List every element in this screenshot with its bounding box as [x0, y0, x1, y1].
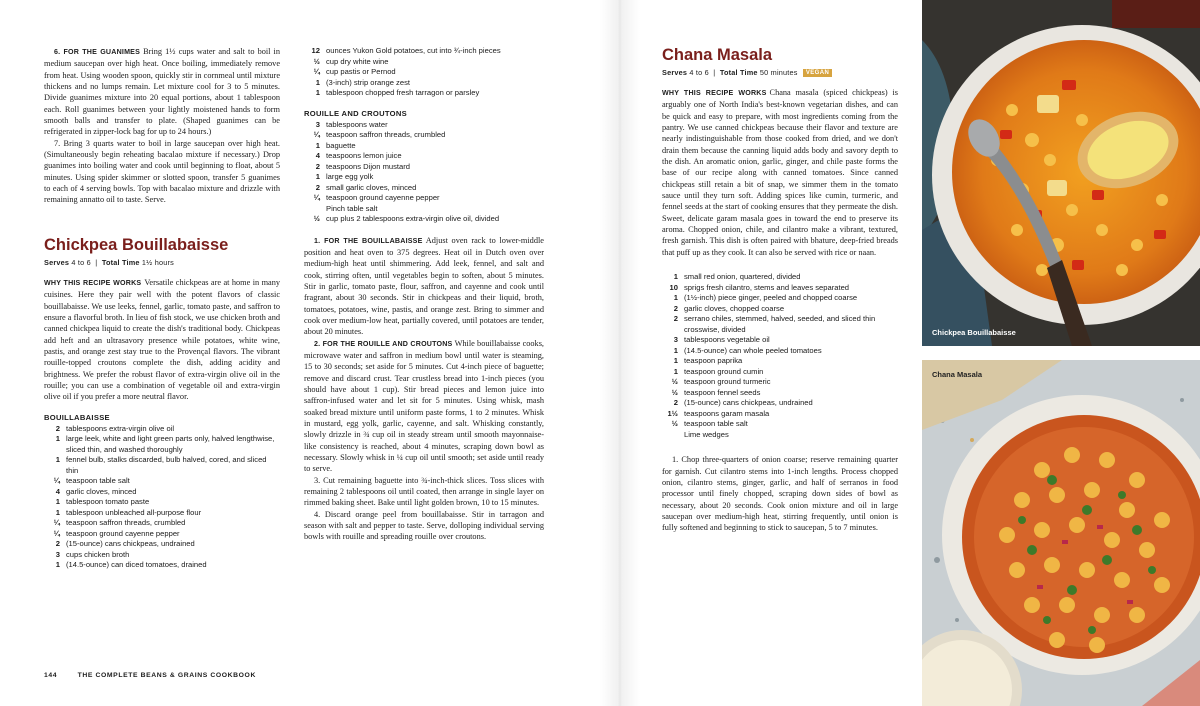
bouillabaisse-steps: [304, 235, 544, 543]
ingredient-item: ½ cup plus 2 tablespoons extra-virgin olive oil, divided: [313, 214, 500, 223]
photo-caption-bouillabaisse: Chickpea Bouillabaisse: [932, 328, 1016, 337]
ingredient-item: 2 teaspoons Dijon mustard: [315, 161, 410, 171]
ingredient-item: 3 cups chicken broth: [55, 549, 130, 559]
ingredient-item: ½ teaspoon fennel seeds: [671, 387, 761, 397]
ingredient-item: 1 large egg yolk: [315, 172, 374, 181]
ingredient-item: ½ cup dry white wine: [313, 56, 389, 66]
ingredient-item: 2 (15-ounce) cans chickpeas, undrained: [673, 398, 813, 408]
ingredient-item: ¼ cup pastis or Pernod: [313, 67, 396, 76]
ingredient-item: ¼ teaspoon ground cayenne pepper: [313, 193, 440, 202]
ingredient-item: 2 tablespoons extra-virgin olive oil: [55, 423, 175, 433]
why-this-recipe-works-bouillabaisse: WHY THIS RECIPE WORKS Versatile chickpeas are at home in many cuisines. Here they pair well with the potent flavors of classic bouillabaisse. We use leeks, fennel, garlic, tomato paste, and saffron to ensure a flavorful broth. In lieu of fish stock, we use chicken broth and canned chickpea liquid to create the dish's traditional body. Chickpeas add heft and an ultrasavory presence while potatoes, white wine, pastis, and orange zest stay true to the Provençal flavors. The vibrant rouille-topped croutons complete the dish, adding acidity and brightness. We prefer the robust flavor of extra-virgin olive oil in the rouille; you can use a combination of vegetable oil and extra-virgin olive oil if you prefer a more neutral flavor.: [44, 277, 280, 402]
ingredient-item: 12 ounces Yukon Gold potatoes, cut into ¾-inch pieces: [311, 46, 501, 55]
guanimes-step-7: 7. Bring 3 quarts water to boil in large saucepan over high heat. (Simultaneously begin reheating bacalao mixture if necessary.) Drop guanimes into boiling water and cook until beginning to float, about 5 minutes. Using spider skimmer or slotted spoon, transfer 5 guanimes to each of 4 serving bowls. Top with bacalao mixture and drizzle with remaining annatto oil to taste. Serve.: [44, 138, 280, 205]
ingredient-item: 1 large leek, white and light green parts only, halved lengthwise, sliced thin, and washed thoroughly: [55, 434, 275, 454]
ingredient-item: 1½ teaspoons garam masala: [667, 408, 770, 418]
ingredient-item: 1 fennel bulb, stalks discarded, bulb halved, cored, and sliced thin: [55, 455, 267, 475]
recipe-title-chana-masala: Chana Masala: [662, 46, 773, 64]
chana-masala-steps: [662, 454, 898, 533]
bouillabaisse-step-4: 4. Discard orange peel from bouillabaisse. Stir in tarragon and season with salt and pepper to taste. Serve, dolloping individual serving bowls with rouille and spreading rouille over croutons.: [304, 509, 544, 542]
ingredient-item: 10 sprigs fresh cilantro, stems and leaves separated: [669, 282, 850, 292]
ingredient-item: ¼ teaspoon saffron threads, crumbled: [53, 518, 186, 528]
ingredient-head-bouillabaisse: BOUILLABAISSE: [44, 412, 110, 422]
ingredient-item: 2 garlic cloves, chopped coarse: [673, 303, 785, 313]
why-this-recipe-works-chana: WHY THIS RECIPE WORKS Chana masala (spiced chickpeas) is arguably one of North India's best-known vegetarian dishes, and can be quick and easy to prepare, with most ingredients coming from the pantry. We use canned chickpeas because their flavor and texture are nearly indistinguishable from those cooked from dried, and we don't drain them because the canning liquid adds body and savory depth to the dish. An aromatic onion, garlic, ginger, and chile paste forms the base of our recipe along with canned tomatoes. Since canned chickpeas still retain a bit of snap, we simmer them in the tomato sauce until they turn soft. Adding spices like cumin, turmeric, and fennel seeds at the start of cooking ensures that they permeate the dish. Sweet, delicate garam masala goes in toward the end to preserve its aroma. Chopped onion, chile, and cilantro make a vibrant, textured, fresh garnish. This dish is often paired with bhature, deep-fried breads that puff up as they cook. It can also be served with rice or naan.: [662, 88, 898, 257]
ingredient-item: ¼ teaspoon ground cayenne pepper: [53, 528, 180, 538]
ingredient-item: ¼ teaspoon saffron threads, crumbled: [313, 130, 446, 139]
ingredient-item: ½ teaspoon table salt: [671, 419, 748, 429]
chana-masala-illustration: [922, 360, 1200, 706]
ingredient-item: 3 tablespoons vegetable oil: [673, 335, 770, 345]
page-footer: [44, 672, 256, 679]
ingredient-item: 1 baguette: [315, 140, 356, 150]
bouillabaisse-step-3: 3. Cut remaining baguette into ¾-inch-thick slices. Toss slices with remaining 2 tablespoons oil until coated, then arrange in single layer on rimmed baking sheet. Bake until light golden brown, 10 to 15 minutes.: [304, 475, 544, 508]
page-gutter: [600, 0, 640, 706]
ingredient-list-bouillabaisse: [44, 424, 280, 571]
ingredient-list-bouillabaisse-cont: [304, 46, 544, 99]
ingredient-item: 3 tablespoons water: [315, 119, 388, 129]
ingredient-item: ¼ teaspoon table salt: [53, 476, 130, 486]
bouillabaisse-step-2: 2. FOR THE ROUILLE AND CROUTONS While bouillabaisse cooks, microwave water and saffron in medium bowl until water is steaming, 15 to 30 seconds; set aside for 5 minutes. Cut 4-inch piece of baguette; remove and discard crust. Tear crustless bread into 1-inch pieces (you should have about 1 cup). Stir bread pieces and lemon juice into saffron-infused water and let sit for 5 minutes. Using whisk, mash soaked bread mixture until uniform paste forms, 1 to 2 minutes. Whisk in mustard, egg yolk, garlic, cayenne, and salt. Whisking constantly, slowly drizzle in ¾ cup oil in steady stream until smooth mayonnaise-like consistency is reached, about 4 minutes, scraping down bowl as necessary. Slowly whisk in ¼ cup oil until smooth; set aside until ready to serve.: [304, 338, 544, 474]
ingredient-item: 2 small garlic cloves, minced: [315, 182, 417, 192]
photo-caption-chana-masala: Chana Masala: [932, 370, 983, 379]
vegan-badge: VEGAN: [803, 69, 832, 77]
bouillabaisse-illustration: [922, 0, 1200, 346]
ingredient-list-rouille: [304, 120, 544, 225]
ingredient-item: 1 (14.5-ounce) can diced tomatoes, drained: [55, 560, 207, 570]
ingredient-item: 1 tablespoon chopped fresh tarragon or parsley: [315, 88, 480, 97]
page-number: 144: [44, 672, 58, 679]
left-column-2: [304, 46, 544, 543]
ingredient-item: Lime wedges: [684, 429, 729, 439]
ingredient-item: 1 teaspoon paprika: [673, 356, 743, 366]
ingredient-item: 1 (3-inch) strip orange zest: [315, 77, 410, 87]
recipe-meta-chana-masala: Serves 4 to 6 | Total Time 50 minutes VEGAN: [662, 68, 898, 77]
ingredient-item: 1 (14.5-ounce) can whole peeled tomatoes: [673, 345, 822, 355]
recipe-meta-bouillabaisse: Serves 4 to 6 | Total Time 1½ hours: [44, 257, 174, 267]
ingredient-list-chana-masala: [662, 272, 898, 440]
guanimes-steps: [44, 46, 280, 206]
recipe-title-bouillabaisse: Chickpea Bouillabaisse: [44, 235, 229, 254]
left-column-1: [44, 46, 280, 581]
ingredient-item: 4 teaspoons lemon juice: [315, 151, 402, 160]
ingredient-item: Pinch table salt: [326, 203, 378, 213]
photo-bouillabaisse: [922, 0, 1200, 346]
ingredient-item: 2 (15-ounce) cans chickpeas, undrained: [55, 539, 195, 549]
bouillabaisse-step-1: 1. FOR THE BOUILLABAISSE Adjust oven rack to lower-middle position and heat oven to 375 degrees. Heat oil in Dutch oven over medium-high heat until shimmering. Add leek, fennel, and salt and cook, stirring often, until vegetables begin to soften, about 5 minutes. Stir in garlic, tomato paste, flour, saffron, and cayenne and cook until fragrant, about 30 seconds. Stir in chickpeas and their liquid, broth, tomatoes, potatoes, wine, pastis, and orange zest. Bring to simmer and cook over medium-low heat, partially covered, until potatoes are tender, about 20 minutes.: [304, 235, 544, 337]
ingredient-item: 1 small red onion, quartered, divided: [673, 272, 801, 282]
ingredient-item: ½ teaspoon ground turmeric: [671, 377, 771, 387]
ingredient-item: 2 serrano chiles, stemmed, halved, seeded, and sliced thin crosswise, divided: [673, 314, 876, 334]
book-title: THE COMPLETE BEANS & GRAINS COOKBOOK: [77, 672, 256, 679]
guanimes-step-6: 6. FOR THE GUANIMES Bring 1½ cups water and salt to boil in medium saucepan over high heat. Once boiling, immediately remove from heat. Using wooden spoon, quickly stir in cornmeal until mixture thickens and no lumps remain. Let mixture cool for 3 to 5 minutes. Divide guanimes mixture into 20 equal portions, about 1 tablespoon each. Roll guanimes between your lightly moistened hands to form smooth balls and transfer to plate. (Shaped guanimes can be refrigerated in zipper-lock bag for up to 24 hours.): [44, 47, 281, 137]
ingredient-item: 1 teaspoon ground cumin: [673, 366, 764, 376]
ingredient-item: 1 tablespoon unbleached all-purpose flour: [55, 507, 202, 517]
ingredient-item: 4 garlic cloves, minced: [55, 486, 137, 496]
right-column: [662, 46, 898, 534]
ingredient-item: 1 tablespoon tomato paste: [55, 497, 150, 507]
photo-chana-masala: [922, 360, 1200, 706]
ingredient-head-rouille: ROUILLE AND CROUTONS: [304, 108, 408, 118]
ingredient-item: 1 (1½-inch) piece ginger, peeled and chopped coarse: [673, 293, 858, 303]
chana-step-1: 1. Chop three-quarters of onion coarse; reserve remaining quarter for garnish. Cut cilantro stems into 1-inch lengths. Process chopped onion, cilantro stems, ginger, garlic, and half of serranos in food processor until finely chopped, scraping down sides of bowl as necessary, about 20 seconds. Cook onion mixture and oil in large saucepan over medium-high heat, stirring frequently, until onion is fully softened and beginning to stick to saucepan, 5 to 7 minutes.: [662, 455, 898, 533]
